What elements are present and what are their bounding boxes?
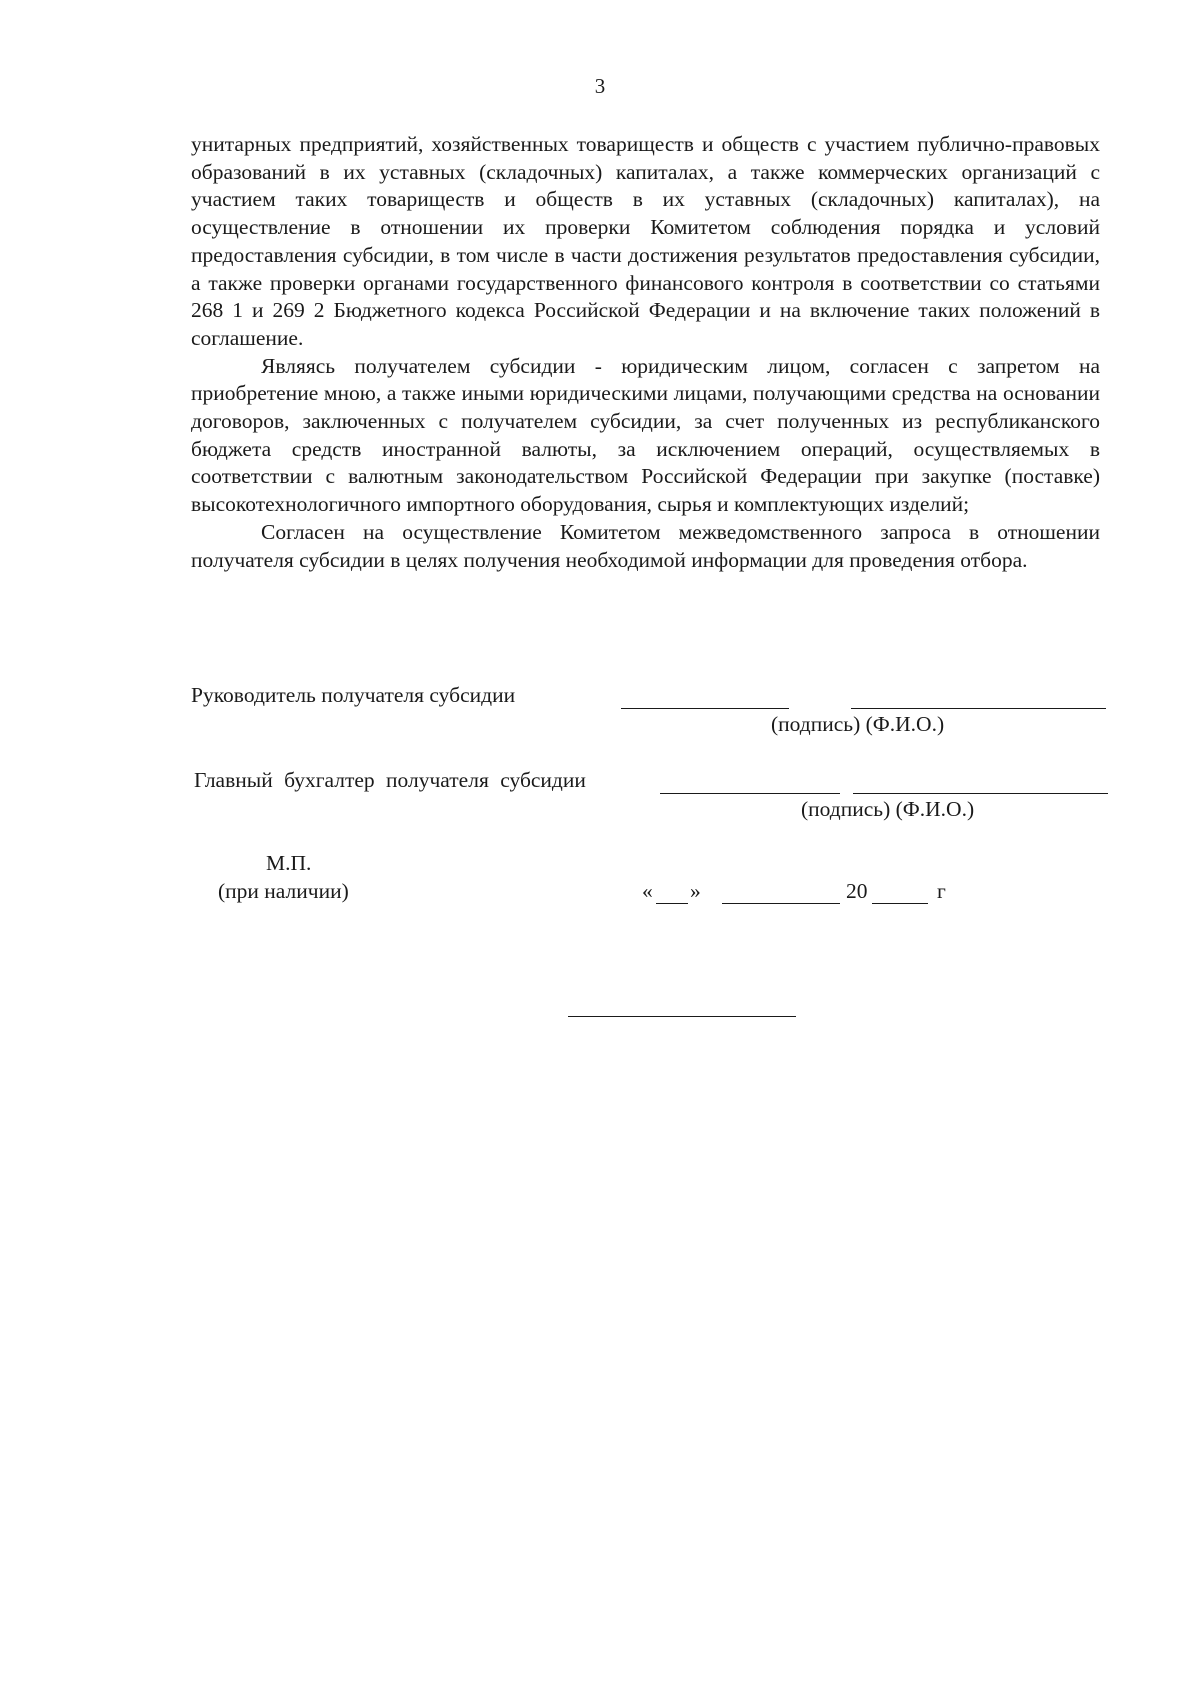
accountant-signature-label: Главный бухгалтер получателя субсидии: [194, 768, 586, 792]
paragraph-2: Являясь получателем субсидии - юридическим лицом, согласен с запретом на приобретение мною, а также иными юридическими лицами, получающими средства на основании договоров, заключенных с получателем субсидии, за счет полученных из республиканского бюджета средств иностранной валюты, за исключением операций, осуществляемых в соответствии с валютным законодательством Российской Федерации при закупке (поставке) высокотехнологичного импортного оборудования, сырья и комплектующих изделий;: [191, 353, 1100, 517]
date-century: 20: [846, 879, 868, 903]
date-open-quote: «: [642, 879, 653, 903]
document-body: [191, 131, 1100, 574]
paragraph-1: унитарных предприятий, хозяйственных товариществ и обществ с участием публично-правовых образований в их уставных (складочных) капиталах, а также коммерческих организаций с участием таких товариществ и обществ в их уставных (складочных) капиталах), на осуществление в отношении их проверки Комитетом соблюдения порядка и условий предоставления субсидии, в том числе в части достижения результатов предоставления субсидии, а также проверки органами государственного финансового контроля в соответствии со статьями 268 1 и 269 2 Бюджетного кодекса Российской Федерации и на включение таких положений в соглашение.: [191, 132, 1100, 350]
closing-separator: [568, 1016, 796, 1017]
head-name-line: [851, 708, 1106, 709]
stamp-label: М.П.: [266, 851, 312, 875]
date-close-quote: »: [690, 879, 701, 903]
accountant-signature-caption: (подпись) (Ф.И.О.): [801, 797, 975, 821]
page-number: 3: [594, 74, 606, 98]
stamp-note: (при наличии): [218, 879, 349, 903]
head-signature-caption: (подпись) (Ф.И.О.): [771, 712, 945, 736]
date-month-line: [722, 903, 840, 904]
accountant-signature-line: [660, 793, 840, 794]
head-signature-line: [621, 708, 789, 709]
accountant-name-line: [853, 793, 1108, 794]
date-year-suffix: г: [937, 879, 946, 903]
date-year-line: [872, 903, 928, 904]
date-day-line: [656, 903, 688, 904]
head-signature-label: Руководитель получателя субсидии: [191, 683, 516, 707]
paragraph-3: Согласен на осуществление Комитетом межведомственного запроса в отношении получателя субсидии в целях получения необходимой информации для проведения отбора.: [191, 519, 1100, 572]
